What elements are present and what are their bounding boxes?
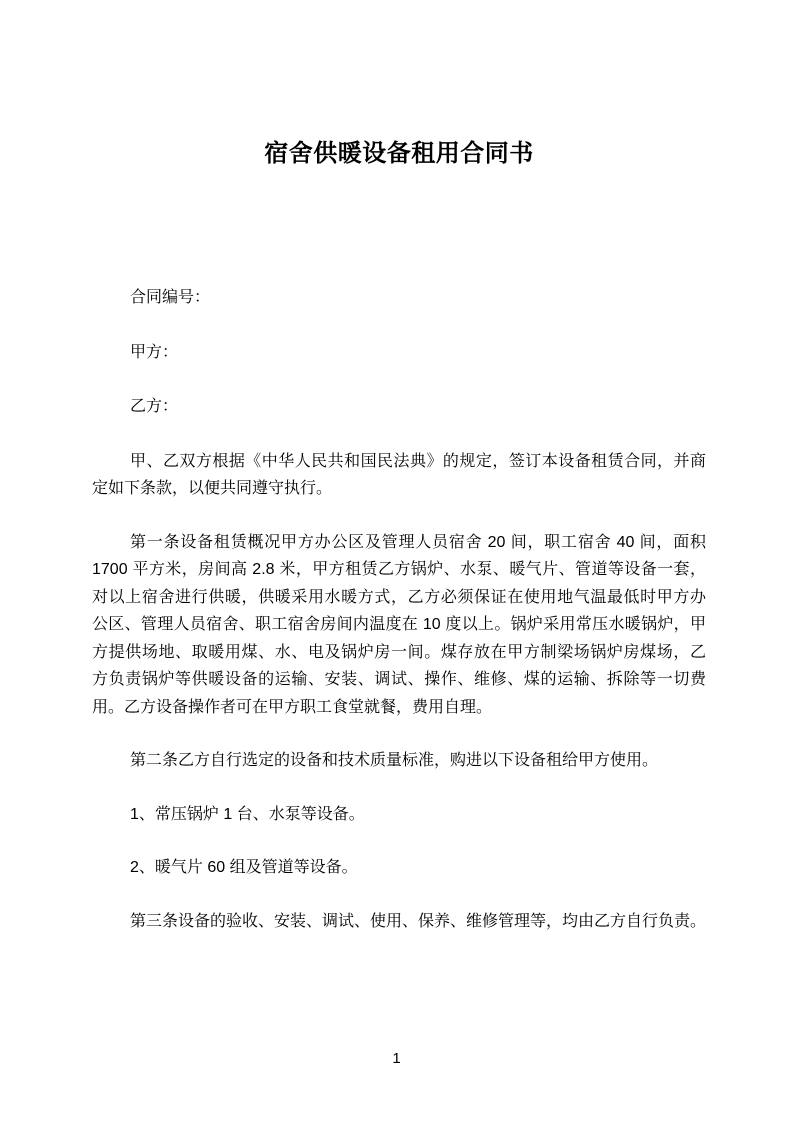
intro-paragraph xyxy=(92,448,706,503)
clause-1-line: 方提供场地、取暖用煤、水、电及锅炉房一间。煤存放在甲方制梁场锅炉房煤场，乙 xyxy=(92,643,706,661)
equipment-item-1-line: 1、常压锅炉 1 台、水泵等设备。 xyxy=(130,805,365,823)
clause-2-paragraph xyxy=(92,747,706,775)
clause-3-line: 第三条设备的验收、安装、调试、使用、保养、维修管理等，均由乙方自行负责。 xyxy=(130,912,707,930)
clause-1-line: 1700 平方米，房间高 2.8 米，甲方租赁乙方锅炉、水泵、暖气片、管道等设备一套， xyxy=(92,561,706,578)
intro-line: 定如下条款，以便共同遵守执行。 xyxy=(92,480,333,497)
equipment-item-1 xyxy=(92,801,706,829)
clause-1-paragraph xyxy=(92,529,706,722)
document-title: 宿舍供暖设备租用合同书 xyxy=(264,140,534,167)
clause-2-line: 第二条乙方自行选定的设备和技术质量标准，购进以下设备租给甲方使用。 xyxy=(130,752,659,769)
party-a-label: 甲方： xyxy=(130,343,179,361)
page-number: 1 xyxy=(392,1050,401,1067)
clause-1-line: 第一条设备租赁概况甲方办公区及管理人员宿舍 20 间，职工宿舍 40 间，面积 xyxy=(130,533,706,551)
equipment-item-2-line: 2、暖气片 60 组及管道等设备。 xyxy=(130,859,358,876)
party-b-label: 乙方： xyxy=(130,398,179,415)
contract-number-label: 合同编号： xyxy=(130,289,211,306)
clause-3-paragraph xyxy=(92,908,706,936)
clause-1-line: 公区、管理人员宿舍、职工宿舍房间内温度在 10 度以上。锅炉采用常压水暖锅炉，甲 xyxy=(92,616,706,633)
clause-1-line: 方负责锅炉等供暖设备的运输、安装、调试、操作、维修、煤的运输、拆除等一切费 xyxy=(92,671,706,688)
clause-1-line: 用。乙方设备操作者可在甲方职工食堂就餐，费用自理。 xyxy=(92,698,493,716)
document-content xyxy=(92,138,706,961)
intro-line: 甲、乙双方根据《中华人民共和国民法典》的规定，签订本设备租赁合同，并商 xyxy=(130,452,706,470)
equipment-item-2 xyxy=(92,854,706,882)
clause-1-line: 对以上宿舍进行供暖，供暖采用水暖方式，乙方必须保证在使用地气温最低时甲方办 xyxy=(92,588,706,606)
